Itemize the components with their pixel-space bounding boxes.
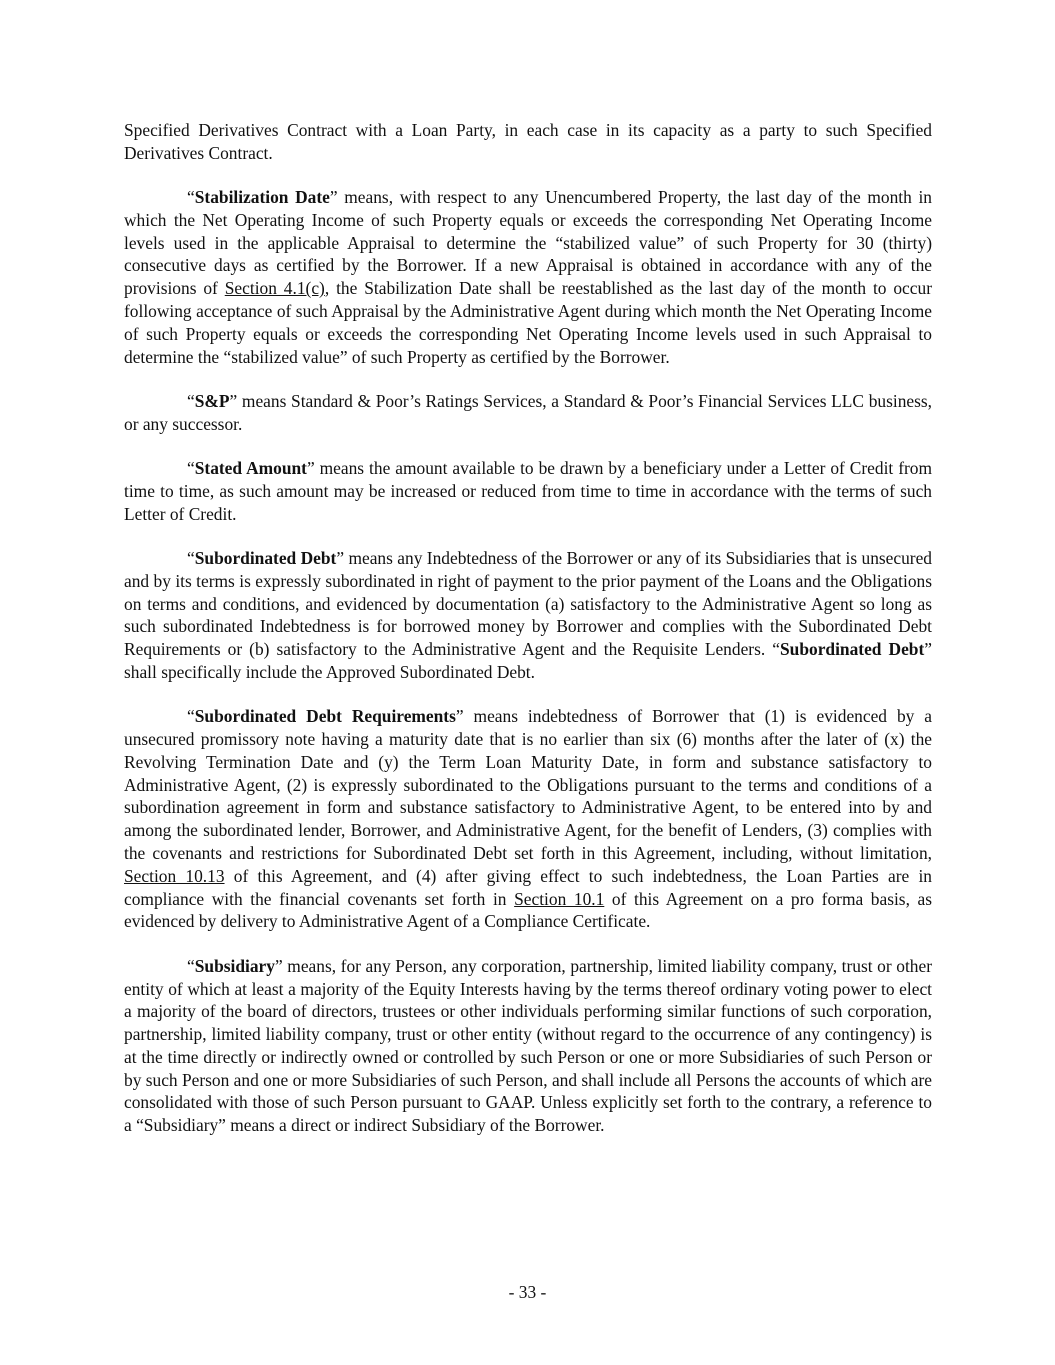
definition-subordinated-debt	[124, 547, 932, 684]
definition-subsidiary	[124, 955, 932, 1137]
definition-text: of this Agreement, and (4) after giving effect to such indebtedness, the Loan Parties are in compliance with the financial covenants set forth in	[124, 865, 932, 909]
continuation-text: Specified Derivatives Contract with a Loan Party, in each case in its capacity as a party to such Specified Derivatives Contract.	[124, 120, 932, 163]
page-number: - 33 -	[508, 1282, 547, 1302]
open-quote: “	[187, 390, 195, 411]
definition-text: , the Stabilization Date shall be reestablished as the last day of the month to occur following acceptance of such Appraisal by the Administrative Agent during which month the Net Operating Income of such Property equals or exceeds the corresponding Net Operating Income levels used in such Appraisal to determine the “stabilized value” of such Property as certified by the Borrower.	[124, 278, 932, 367]
defined-term: Stated Amount	[194, 458, 307, 479]
open-quote: “	[187, 187, 195, 208]
continuation-paragraph	[124, 119, 932, 165]
defined-term: Subsidiary	[194, 955, 275, 976]
definition-text: ” means any Indebtedness of the Borrower or any of its Subsidiaries that is unsecured and by its terms is expressly subordinated in right of payment to the prior payment of the Loans and the Obligations on terms and conditions, and evidenced by documentation (a) satisfactory to the Administrative Agent so long as such subordinated Indebtedness is for borrowed money by Borrower and complies with the Subordinated Debt Requirements or (b) satisfactory to the Administrative Agent and the Requisite Lenders. “	[124, 547, 932, 660]
definition-text: of this Agreement on a pro forma basis, as evidenced by delivery to Administrative Agent of a Compliance Certificate.	[124, 888, 933, 932]
definition-stabilization-date	[124, 186, 932, 368]
defined-term: S&P	[194, 390, 230, 411]
defined-term-repeat: Subordinated Debt	[779, 639, 925, 660]
definition-text: ” means Standard & Poor’s Ratings Services, a Standard & Poor’s Financial Services LLC business, or any successor.	[124, 390, 932, 434]
section-reference-link[interactable]: Section 4.1(c)	[224, 278, 325, 299]
section-reference-link[interactable]: Section 10.13	[124, 865, 225, 886]
defined-term: Subordinated Debt	[194, 547, 337, 568]
open-quote: “	[187, 706, 195, 727]
definition-text: ” means the amount available to be drawn by a beneficiary under a Letter of Credit from time to time, as such amount may be increased or reduced from time to time in accordance with the terms of such Letter of Credit.	[124, 458, 933, 524]
definition-stated-amount	[124, 457, 932, 525]
defined-term: Subordinated Debt Requirements	[194, 706, 456, 727]
definition-text: ” shall specifically include the Approved Subordinated Debt.	[124, 639, 932, 682]
document-page	[124, 119, 932, 1159]
open-quote: “	[187, 458, 195, 479]
definition-text: ” means indebtedness of Borrower that (1) is evidenced by a unsecured promissory note having a maturity date that is no earlier than six (6) months after the later of (x) the Revolving Termination Date and (y) the Term Loan Maturity Date, in form and substance satisfactory to Administrative Agent, (2) is expressly subordinated to the Obligations pursuant to the terms and conditions of a subordination agreement in form and substance satisfactory to Administrative Agent, to be entered into by and among the subordinated lender, Borrower, and Administrative Agent, for the benefit of Lenders, (3) complies with the covenants and restrictions for Subordinated Debt set forth in this Agreement, including, without limitation,	[124, 706, 932, 864]
definition-text: ” means, for any Person, any corporation, partnership, limited liability company, trust or other entity of which at least a majority of the Equity Interests having by the terms thereof ordinary voting power to elect a majority of the board of directors, trustees or other individuals performing similar functions of such corporation, partnership, limited liability company, trust or other entity (without regard to the occurrence of any contingency) is at the time directly or indirectly owned or controlled by such Person or one or more Subsidiaries of such Person or by such Person and one or more Subsidiaries of such Person, and shall include all Persons the accounts of which are consolidated with those of such Person pursuant to GAAP. Unless explicitly set forth to the contrary, a reference to a “Subsidiary” means a direct or indirect Subsidiary of the Borrower.	[124, 955, 933, 1136]
open-quote: “	[187, 955, 195, 976]
section-reference-link[interactable]: Section 10.1	[514, 888, 605, 909]
definition-text: ” means, with respect to any Unencumbered Property, the last day of the month in which the Net Operating Income of such Property equals or exceeds the corresponding Net Operating Income levels used in the applicable Appraisal to determine the “stabilized value” of such Property for 30 (thirty) consecutive days as certified by the Borrower. If a new Appraisal is obtained in accordance with any of the provisions of	[124, 187, 932, 299]
definition-sp	[124, 390, 932, 436]
open-quote: “	[187, 547, 195, 568]
defined-term: Stabilization Date	[194, 187, 330, 208]
definition-subordinated-debt-requirements	[124, 705, 932, 933]
